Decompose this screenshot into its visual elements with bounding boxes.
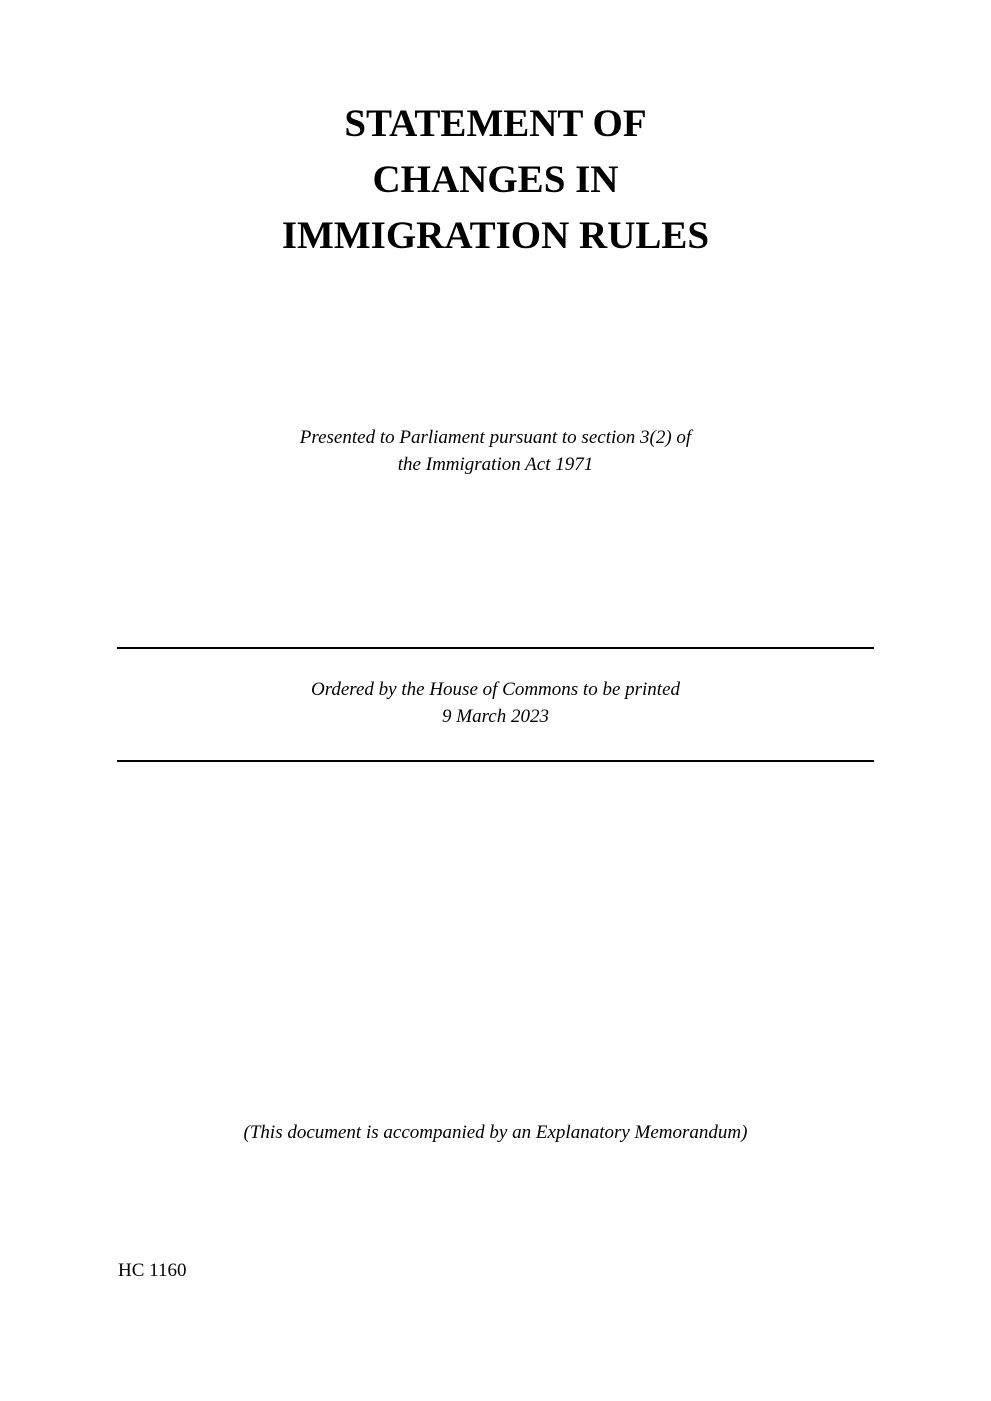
ordered-statement (0, 676, 991, 730)
title-line: CHANGES IN (372, 158, 619, 201)
title-line: IMMIGRATION RULES (281, 214, 710, 257)
ordered-line: Ordered by the House of Commons to be printed (310, 679, 681, 700)
horizontal-rule-top (117, 647, 874, 649)
presented-line: Presented to Parliament pursuant to section 3(2) of (299, 427, 692, 448)
title-line: STATEMENT OF (344, 102, 647, 145)
document-title (0, 96, 991, 264)
paper-number: HC 1160 (118, 1260, 187, 1281)
horizontal-rule-bottom (117, 760, 874, 762)
presented-statement (0, 424, 991, 478)
presented-line: the Immigration Act 1971 (397, 454, 594, 475)
ordered-date: 9 March 2023 (442, 706, 549, 727)
accompanying-note: (This document is accompanied by an Explanatory Memorandum) (243, 1122, 748, 1143)
